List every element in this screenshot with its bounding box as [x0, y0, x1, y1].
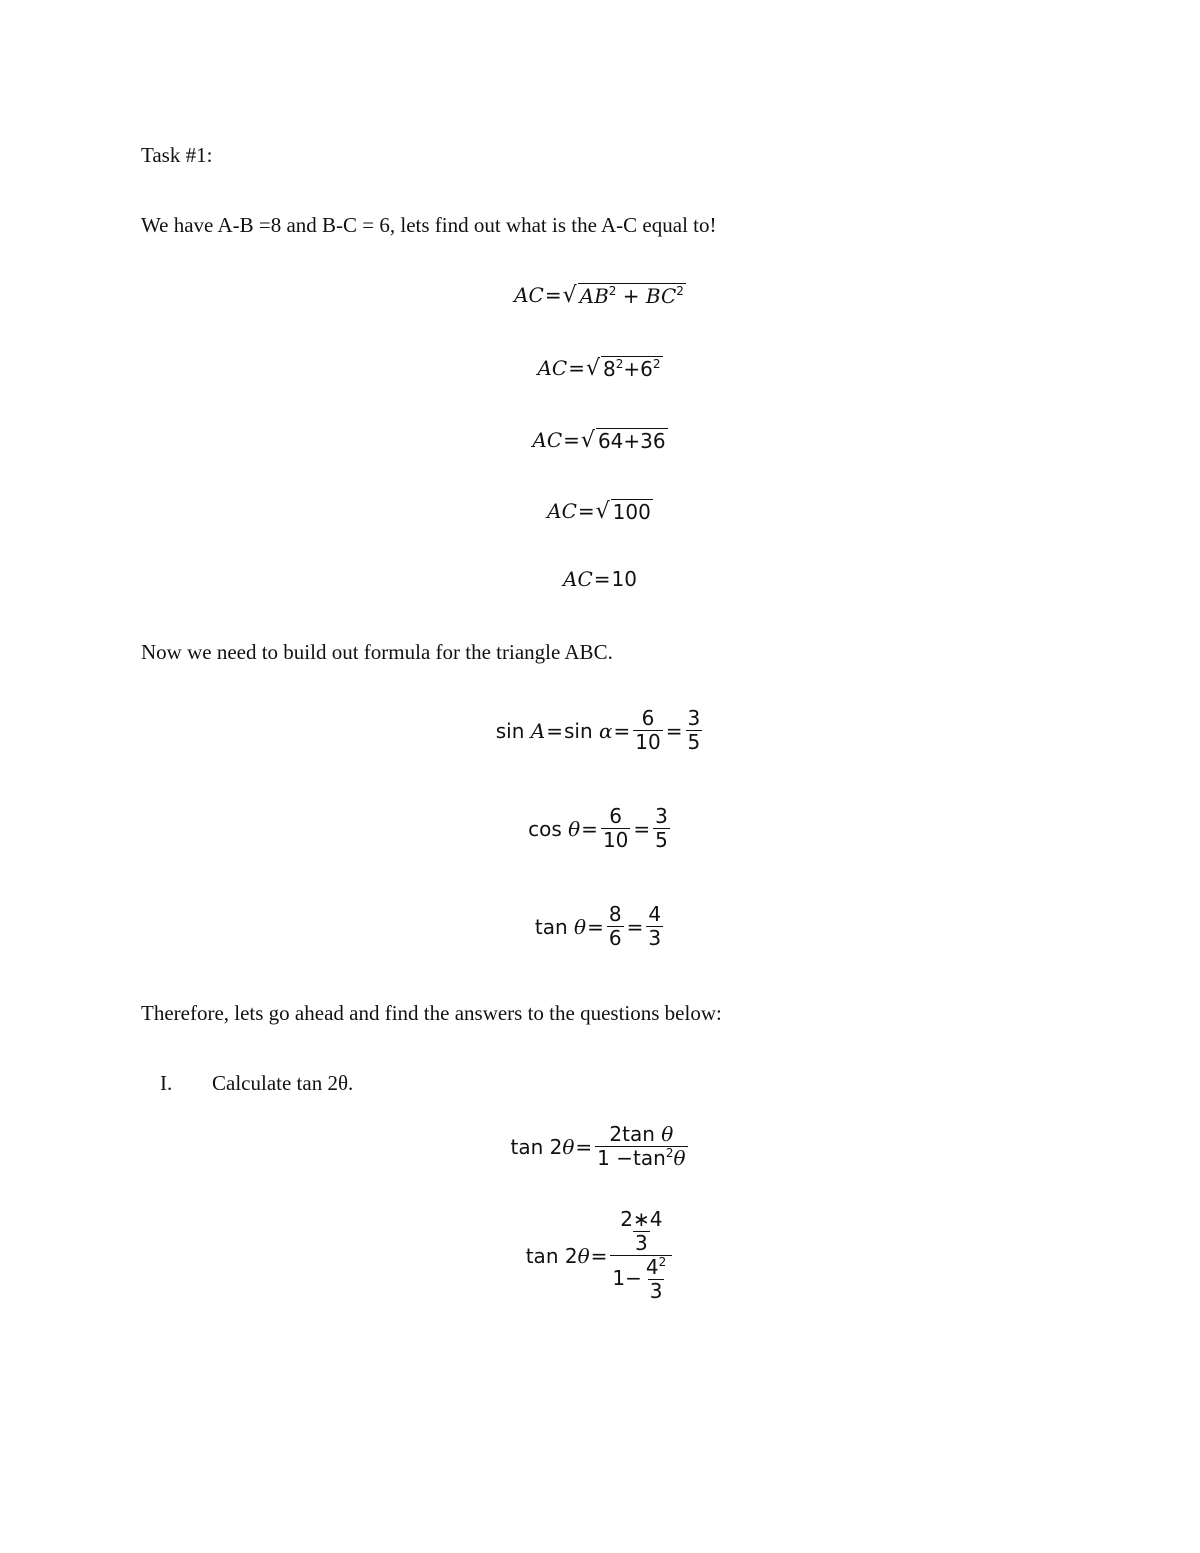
fn-tan: tan — [534, 914, 568, 939]
intro-text: We have A-B =8 and B-C = 6, lets find out what is the A-C equal to! — [141, 213, 717, 237]
numerator: 4 — [648, 902, 662, 926]
eq-equals: = — [590, 1243, 608, 1268]
sqrt-icon: √ — [595, 499, 610, 524]
equation-ac-100 — [0, 499, 1200, 523]
fn-tan: tan — [510, 1134, 544, 1159]
equation-tan2-formula — [0, 1123, 1200, 1170]
power: 2 — [615, 357, 624, 371]
power: 2 — [608, 284, 617, 298]
plus: + — [622, 284, 640, 308]
eq-lhs: AC — [547, 499, 577, 523]
eq-lhs: AC — [514, 283, 544, 307]
var-theta: θ — [661, 1122, 674, 1146]
minus: − — [616, 1146, 634, 1170]
fraction — [610, 1208, 672, 1303]
fraction — [595, 1123, 687, 1170]
radicand: 64+36 — [597, 429, 666, 453]
eq-equals: = — [577, 499, 595, 523]
denominator: 3 — [648, 926, 662, 950]
equation-cos — [0, 805, 1200, 852]
fraction — [618, 1208, 664, 1255]
list-item-number: I. — [160, 1071, 173, 1095]
eq-equals: = — [613, 718, 631, 743]
fn-cos: cos — [528, 816, 562, 841]
eq-equals: = — [587, 914, 604, 939]
task-title: Task #1: — [141, 143, 213, 167]
power: 2 — [658, 1255, 667, 1269]
denominator: 5 — [655, 828, 668, 852]
var-theta: θ — [562, 1134, 575, 1159]
eq-rhs: 10 — [611, 567, 637, 591]
radicand: 100 — [612, 500, 651, 524]
denominator: 6 — [608, 926, 622, 950]
eq-equals: = — [633, 816, 651, 841]
radical — [581, 428, 668, 452]
fn-sin: sin — [563, 718, 593, 743]
one: 1 — [612, 1266, 626, 1290]
sqrt-icon: √ — [580, 428, 595, 453]
eq-lhs: AC — [563, 567, 593, 591]
fraction — [607, 903, 624, 950]
denominator: 3 — [649, 1279, 663, 1303]
eq-equals: = — [581, 816, 598, 841]
sqrt-icon: √ — [562, 283, 577, 308]
numerator: 6 — [641, 706, 655, 730]
numerator: 6 — [609, 804, 623, 828]
coef: 2 — [609, 1122, 623, 1146]
radicand — [601, 356, 663, 380]
eq-lhs: AC — [532, 428, 563, 452]
two: 2 — [549, 1134, 563, 1159]
eq-equals: = — [546, 718, 563, 743]
numerator: 3 — [687, 706, 701, 730]
fn-tan: tan — [525, 1243, 559, 1268]
denominator: 10 — [602, 828, 629, 852]
denominator: 3 — [634, 1231, 648, 1255]
eq-equals: = — [563, 428, 580, 452]
term-6: 6 — [640, 357, 653, 381]
list-item-text: Calculate tan 2θ. — [212, 1071, 354, 1095]
term-bc: BC — [645, 284, 677, 308]
radical — [586, 356, 663, 380]
equation-ac-substituted — [0, 356, 1200, 380]
term-8: 8 — [603, 357, 616, 381]
radical — [563, 283, 686, 307]
eq-equals: = — [575, 1134, 593, 1159]
eq-equals: = — [568, 356, 585, 380]
fraction — [633, 707, 662, 754]
one: 1 — [597, 1146, 610, 1170]
equation-sin — [0, 707, 1200, 754]
fn-tan: tan — [622, 1122, 655, 1146]
var-theta: θ — [574, 914, 587, 939]
var-alpha: α — [599, 718, 613, 743]
var-theta: θ — [568, 816, 581, 841]
numerator: 8 — [608, 902, 622, 926]
four: 4 — [645, 1255, 659, 1279]
radical — [596, 499, 653, 523]
fraction — [644, 1256, 668, 1303]
var-theta: θ — [673, 1146, 686, 1170]
fn-tan: tan — [633, 1146, 666, 1170]
eq-equals: = — [593, 567, 611, 591]
equation-ac-formula — [0, 283, 1200, 307]
var-theta: θ — [577, 1243, 590, 1268]
power: 2 — [676, 284, 684, 298]
eq-equals: = — [544, 283, 562, 307]
power: 2 — [652, 357, 661, 371]
eq-equals: = — [626, 914, 644, 939]
denominator: 10 — [635, 730, 661, 754]
numerator: 3 — [655, 804, 668, 828]
equation-ac-sum — [0, 428, 1200, 452]
eq-lhs: AC — [537, 356, 568, 380]
build-formula-text: Now we need to build out formula for the triangle ABC. — [141, 640, 613, 664]
therefore-text: Therefore, lets go ahead and find the answers to the questions below: — [141, 1001, 722, 1025]
denominator — [610, 1255, 672, 1303]
denominator: 5 — [687, 730, 701, 754]
fraction — [601, 805, 630, 852]
fraction — [653, 805, 670, 852]
fn-sin: sin — [495, 718, 525, 743]
numerator — [644, 1256, 668, 1279]
two: 2 — [564, 1243, 578, 1268]
numerator — [607, 1123, 675, 1146]
minus: − — [625, 1266, 642, 1290]
numerator: 2∗4 — [620, 1207, 663, 1231]
fraction — [686, 707, 703, 754]
fraction — [646, 903, 663, 950]
var-a: A — [530, 718, 546, 743]
plus: + — [623, 357, 641, 381]
equation-ac-result — [0, 567, 1200, 591]
term-ab: AB — [579, 284, 609, 308]
power: 2 — [665, 1146, 674, 1160]
numerator — [614, 1208, 668, 1255]
radicand — [578, 283, 686, 307]
sqrt-icon: √ — [585, 356, 601, 381]
equation-tan2-substituted — [0, 1208, 1200, 1303]
equation-tan — [0, 903, 1200, 950]
eq-equals: = — [665, 718, 683, 743]
denominator — [595, 1146, 687, 1170]
